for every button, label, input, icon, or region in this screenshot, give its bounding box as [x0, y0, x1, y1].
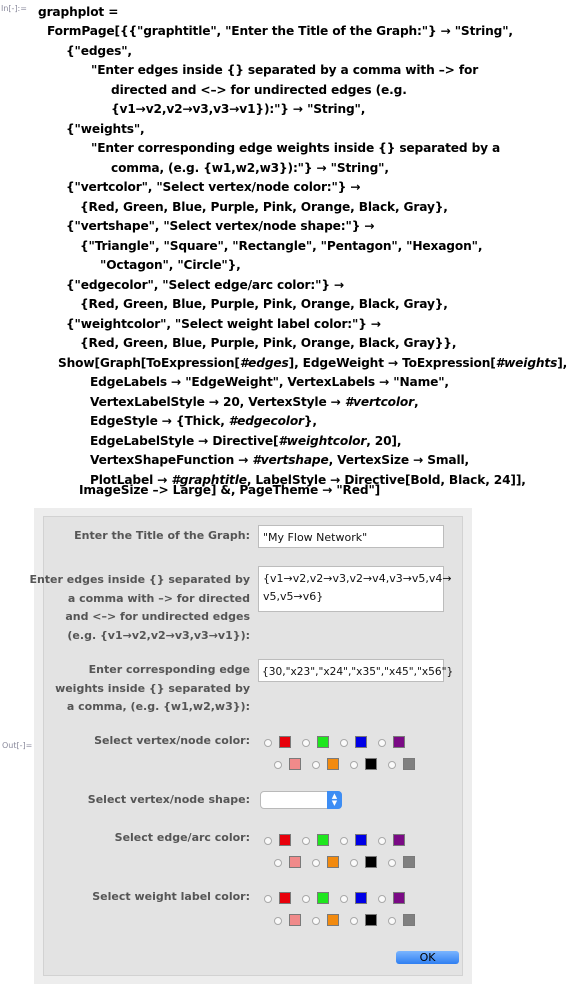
code-line: "Octagon", "Circle"},: [100, 258, 241, 272]
color-swatch-red: [279, 892, 291, 904]
weightcolor-field-label: Select weight label color:: [92, 890, 250, 903]
color-swatch-gray: [403, 856, 415, 868]
color-option-gray[interactable]: [388, 758, 426, 772]
color-option-green[interactable]: [302, 834, 340, 848]
radio-button[interactable]: [274, 761, 282, 769]
label-line: Enter corresponding edge: [88, 663, 250, 676]
code-line: FormPage[{{"graphtitle", "Enter the Title of the Graph:"} → "String",: [47, 24, 513, 38]
color-swatch-black: [365, 914, 377, 926]
radio-button[interactable]: [312, 859, 320, 867]
edgecolor-field-label: Select edge/arc color:: [114, 831, 250, 844]
label-line: weights inside {} separated by: [55, 681, 250, 695]
color-option-green[interactable]: [302, 892, 340, 906]
radio-button[interactable]: [378, 895, 386, 903]
color-swatch-green: [317, 834, 329, 846]
color-option-red[interactable]: [264, 834, 302, 848]
weights-field-label: [55, 661, 250, 717]
color-swatch-gray: [403, 914, 415, 926]
edgecolor-radio-group: [264, 834, 424, 874]
code-line: VertexShapeFunction → #vertshape, VertexSize → Small,: [90, 453, 470, 467]
code-line: {"edges",: [66, 44, 132, 58]
color-option-orange[interactable]: [312, 758, 350, 772]
color-option-purple[interactable]: [378, 892, 416, 906]
color-option-blue[interactable]: [340, 736, 378, 750]
color-swatch-pink: [289, 856, 301, 868]
vertcolor-field-label: Select vertex/node color:: [94, 734, 250, 747]
color-swatch-orange: [327, 856, 339, 868]
color-swatch-pink: [289, 758, 301, 770]
color-swatch-blue: [355, 892, 367, 904]
radio-button[interactable]: [264, 739, 272, 747]
radio-button[interactable]: [388, 859, 396, 867]
color-option-blue[interactable]: [340, 892, 378, 906]
radio-button[interactable]: [312, 917, 320, 925]
color-option-orange[interactable]: [312, 914, 350, 928]
color-swatch-purple: [393, 892, 405, 904]
radio-button[interactable]: [340, 895, 348, 903]
radio-button[interactable]: [302, 895, 310, 903]
code-line: {"Triangle", "Square", "Rectangle", "Pentagon", "Hexagon",: [80, 239, 483, 253]
radio-button[interactable]: [264, 837, 272, 845]
color-option-blue[interactable]: [340, 834, 378, 848]
color-option-purple[interactable]: [378, 834, 416, 848]
edges-input-line: {v1→v2,v2→v3,v2→v4,v3→v5,v4→: [263, 572, 452, 585]
code-line: {v1→v2,v2→v3,v3→v1}):"} → "String",: [111, 102, 366, 116]
color-option-pink[interactable]: [274, 856, 312, 870]
weights-input[interactable]: {30,"x23","x24","x35","x45","x56"}: [258, 659, 444, 682]
code-line: {Red, Green, Blue, Purple, Pink, Orange, Black, Gray},: [80, 297, 448, 311]
radio-button[interactable]: [340, 837, 348, 845]
output-cell-label: Out[-]=: [2, 741, 33, 750]
color-swatch-red: [279, 736, 291, 748]
radio-button[interactable]: [388, 917, 396, 925]
code-line: directed and <–> for undirected edges (e.g.: [111, 83, 407, 97]
code-line: comma, (e.g. {w1,w2,w3}):"} → "String",: [111, 161, 389, 175]
color-option-gray[interactable]: [388, 856, 426, 870]
label-line: a comma with –> for directed: [67, 591, 250, 605]
color-swatch-orange: [327, 758, 339, 770]
code-line: {"vertshape", "Select vertex/node shape:"} →: [66, 219, 375, 233]
code-line: EdgeLabelStyle → Directive[#weightcolor, 20],: [90, 434, 402, 448]
ok-button[interactable]: OK: [396, 951, 459, 964]
code-line: VertexLabelStyle → 20, VertexStyle → #vertcolor,: [90, 395, 419, 409]
color-swatch-pink: [289, 914, 301, 926]
radio-button[interactable]: [350, 859, 358, 867]
color-swatch-blue: [355, 736, 367, 748]
vertshape-field-label: Select vertex/node shape:: [87, 793, 250, 806]
radio-button[interactable]: [378, 739, 386, 747]
color-option-gray[interactable]: [388, 914, 426, 928]
radio-button[interactable]: [312, 761, 320, 769]
color-option-green[interactable]: [302, 736, 340, 750]
input-cell-label: In[-]:=: [1, 4, 27, 13]
radio-button[interactable]: [302, 739, 310, 747]
color-swatch-purple: [393, 736, 405, 748]
code-line: graphplot =: [38, 5, 119, 19]
code-line: EdgeStyle → {Thick, #edgecolor},: [90, 414, 317, 428]
radio-button[interactable]: [388, 761, 396, 769]
radio-button[interactable]: [350, 761, 358, 769]
chevron-up-down-icon[interactable]: ▲ ▼: [327, 791, 342, 809]
color-option-black[interactable]: [350, 856, 388, 870]
label-line: Enter edges inside {} separated by: [29, 573, 250, 586]
color-option-black[interactable]: [350, 758, 388, 772]
title-input[interactable]: "My Flow Network": [258, 525, 444, 548]
edges-input[interactable]: [258, 566, 452, 612]
color-swatch-green: [317, 892, 329, 904]
edges-input-line: v5,v5→v6}: [263, 590, 324, 603]
vertcolor-radio-group: [264, 736, 424, 776]
color-option-red[interactable]: [264, 892, 302, 906]
color-option-purple[interactable]: [378, 736, 416, 750]
color-option-pink[interactable]: [274, 758, 312, 772]
label-line: a comma, (e.g. {w1,w2,w3}):: [66, 700, 250, 713]
radio-button[interactable]: [274, 917, 282, 925]
color-swatch-black: [365, 758, 377, 770]
label-line: (e.g. {v1→v2,v2→v3,v3→v1}):: [67, 628, 250, 642]
edges-field-label: [29, 571, 250, 645]
color-option-pink[interactable]: [274, 914, 312, 928]
radio-button[interactable]: [350, 917, 358, 925]
code-line: {Red, Green, Blue, Purple, Pink, Orange, Black, Gray}},: [80, 336, 457, 350]
code-line: {"weights",: [66, 122, 145, 136]
code-line: PlotLabel → #graphtitle, LabelStyle → Directive[Bold, Black, 24]],: [90, 473, 526, 487]
code-line: {Red, Green, Blue, Purple, Pink, Orange, Black, Gray},: [80, 200, 448, 214]
color-swatch-black: [365, 856, 377, 868]
radio-button[interactable]: [274, 859, 282, 867]
code-line: {"vertcolor", "Select vertex/node color:"} →: [66, 180, 361, 194]
code-line: Show[Graph[ToExpression[#edges], EdgeWeight → ToExpression[#weights],: [58, 356, 567, 370]
weightcolor-radio-group: [264, 892, 424, 932]
color-option-orange[interactable]: [312, 856, 350, 870]
color-swatch-green: [317, 736, 329, 748]
radio-button[interactable]: [340, 739, 348, 747]
code-line: {"weightcolor", "Select weight label color:"} →: [66, 317, 381, 331]
label-line: and <–> for undirected edges: [65, 610, 250, 623]
code-line: {"edgecolor", "Select edge/arc color:"} →: [66, 278, 345, 292]
color-swatch-blue: [355, 834, 367, 846]
code-line: "Enter corresponding edge weights inside {} separated by a: [91, 141, 501, 155]
vertshape-select[interactable]: [260, 791, 342, 809]
color-option-black[interactable]: [350, 914, 388, 928]
code-line: ImageSize –> Large] &, PageTheme → "Red"]: [79, 483, 381, 497]
color-swatch-red: [279, 834, 291, 846]
color-swatch-orange: [327, 914, 339, 926]
code-line: EdgeLabels → "EdgeWeight", VertexLabels → "Name",: [90, 375, 449, 389]
color-swatch-gray: [403, 758, 415, 770]
radio-button[interactable]: [264, 895, 272, 903]
radio-button[interactable]: [378, 837, 386, 845]
color-option-red[interactable]: [264, 736, 302, 750]
code-line: "Enter edges inside {} separated by a comma with –> for: [91, 63, 479, 77]
title-field-label: Enter the Title of the Graph:: [74, 529, 250, 542]
color-swatch-purple: [393, 834, 405, 846]
radio-button[interactable]: [302, 837, 310, 845]
